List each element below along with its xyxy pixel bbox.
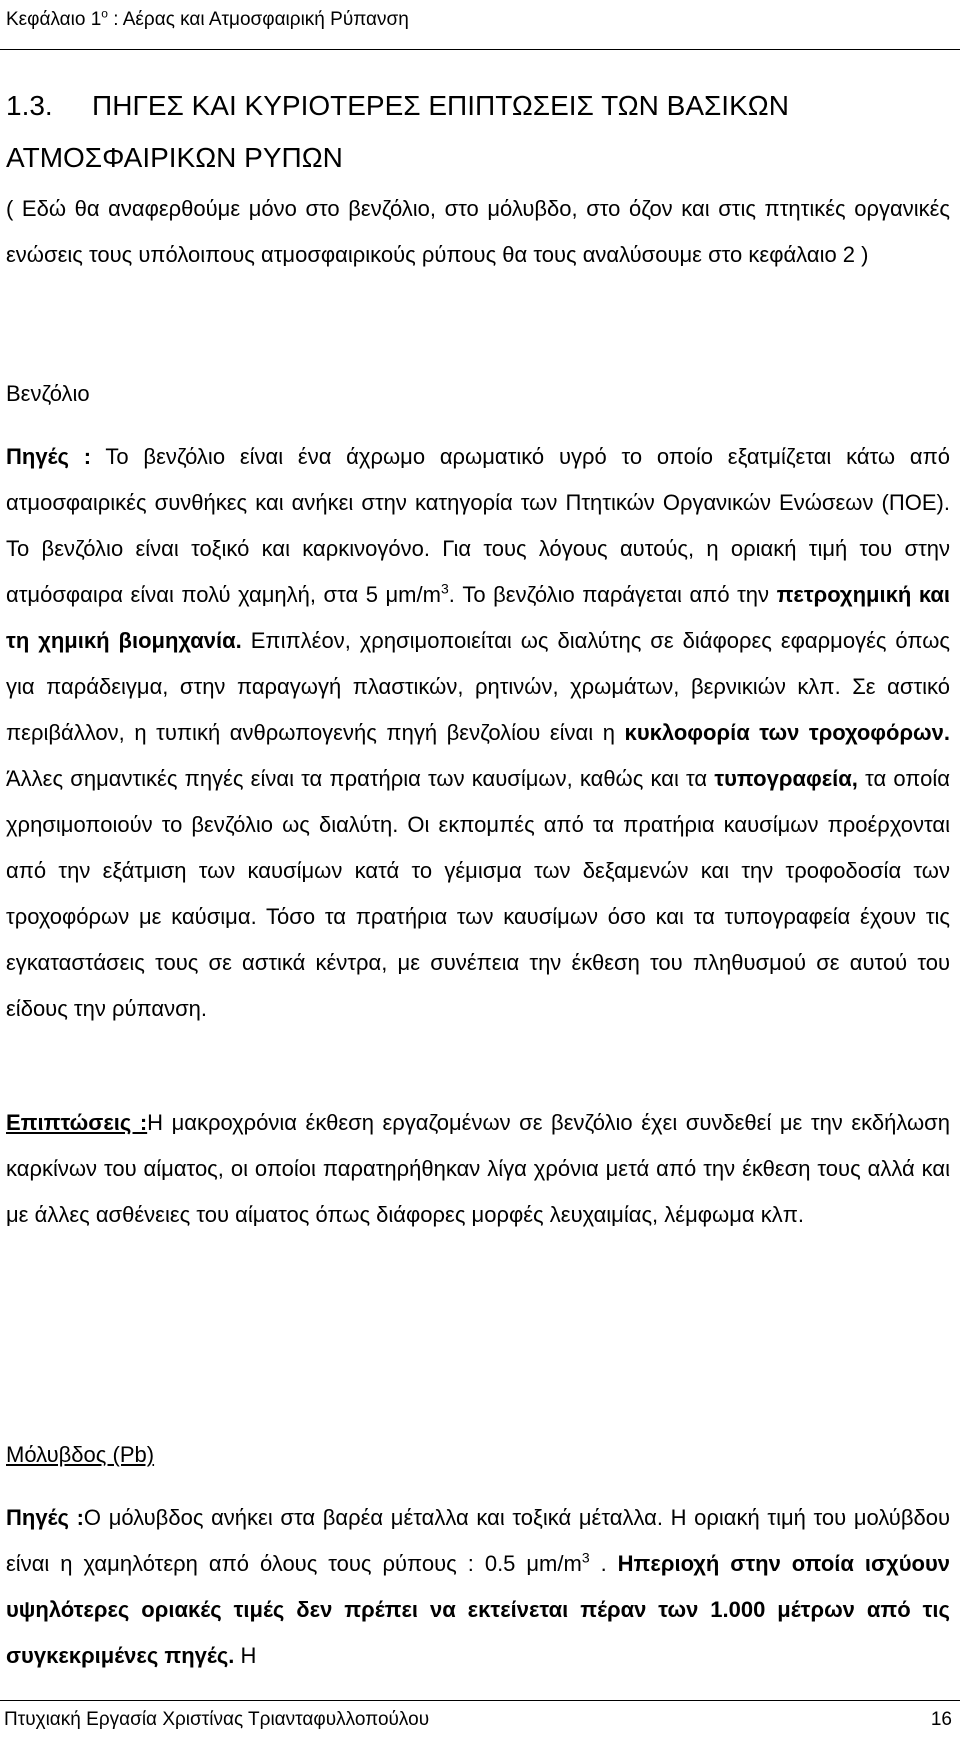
section-number: 1.3. (6, 90, 53, 121)
benzene-heading: Βενζόλιο (6, 381, 90, 406)
lead-heading: Μόλυβδος (Pb) (6, 1442, 155, 1467)
section-heading: ΠΗΓΕΣ ΚΑΙ ΚΥΡΙΟΤΕΡΕΣ ΕΠΙΠΤΩΣΕΙΣ ΤΩΝ ΒΑΣΙΚΩΝ ΑΤΜΟΣΦΑΙΡΙΚΩΝ ΡΥΠΩΝ (6, 90, 789, 173)
intro-paragraph: ( Εδώ θα αναφερθούμε μόνο στο βενζόλιο, στο μόλυβδο, στο όζον και στις πτητικές οργανικές ενώσεις τους υπόλοιπους ατμοσφαιρικούς ρύπους θα τους αναλύσουμε στο κεφάλαιο 2 ) (6, 196, 950, 267)
header-chapter-sup: ο (101, 6, 108, 21)
page-header (0, 0, 960, 50)
benzene-effects-label: Επιπτώσεις : (6, 1110, 148, 1135)
header-chapter: Κεφάλαιο $1^o$ : Αέρας και Ατμοσφαιρική Ρύπανση (6, 6, 409, 30)
benzene-effects-paragraph: Επιπτώσεις :Η μακροχρόνια έκθεση εργαζομένων σε βενζόλιο έχει συνδεθεί με την εκδήλωση καρκίνων του αίματος, οι οποίοι παρατηρήθηκαν λίγα χρόνια μετά από την έκθεση τους αλλά και με άλλες ασθένειες του αίματος όπως διάφορες μορφές λευχαιμίας, λέμφωμα κλπ. (6, 1110, 950, 1227)
page-footer (0, 1700, 960, 1739)
page-number: 16 (930, 1709, 952, 1730)
lead-sources-label: Πηγές : (6, 1505, 84, 1530)
lead-paragraph: Πηγές :Ο μόλυβδος ανήκει στα βαρέα μέταλλα και τοξικά μέταλλα. Η οριακή τιμή του μολύβδου είναι η χαμηλότερη από όλους τους ρύπους : 0.5 $\mu m/m^3$ . Ηπεριοχή στην οποία ισχύουν υψηλότερες οριακές τιμές δεν πρέπει να εκτείνεται πέραν των 1.000 μέτρων από τις συγκεκριμένες πηγές. Η (6, 1505, 951, 1668)
section-title (6, 80, 950, 184)
footer-author: Πτυχιακή Εργασία Χριστίνας Τριανταφυλλοπούλου (4, 1709, 430, 1730)
benzene-sources-label: Πηγές : (6, 444, 92, 469)
benzene-paragraph: Πηγές : Το βενζόλιο είναι ένα άχρωμο αρωματικό υγρό το οποίο εξατμίζεται κάτω από ατμοσφαιρικές συνθήκες και ανήκει στην κατηγορία των Πτητικών Οργανικών Ενώσεων (ΠΟΕ). Το βενζόλιο είναι τοξικό και καρκινογόνο. Για τους λόγους αυτούς, η οριακή τιμή του στην ατμόσφαιρα είναι πολύ χαμηλή, στα 5 $\mu m/m^3$. Το βενζόλιο παράγεται από την πετροχημική και τη χημική βιομηχανία. Επιπλέον, χρησιμοποιείται ως διαλύτης σε διάφορες εφαρμογές όπως για παράδειγμα, στην παραγωγή πλαστικών, ρητινών, χρωμάτων, βερνικιών κλπ. Σε αστικό περιβάλλον, η τυπική ανθρωπογενής πηγή βενζολίου είναι η κυκλοφορία των τροχοφόρων. Άλλες σημαντικές πηγές είναι τα πρατήρια των καυσίμων, καθώς και τα τυπογραφεία, τα οποία χρησιμοποιούν το βενζόλιο ως διαλύτη. Οι εκπομπές από τα πρατήρια καυσίμων προέρχονται από την εξάτμιση των καυσίμων κατά το γέμισμα των δεξαμενών και την τροφοδοσία των τροχοφόρων με καύσιμα. Τόσο τα πρατήρια των καυσίμων όσο και τα τυπογραφεία έχουν τις εγκαταστάσεις τους σε αστικά κέντρα, με συνέπεια την έκθεση του πληθυσμού σε αυτού του είδους την ρύπανση. (6, 444, 951, 1021)
